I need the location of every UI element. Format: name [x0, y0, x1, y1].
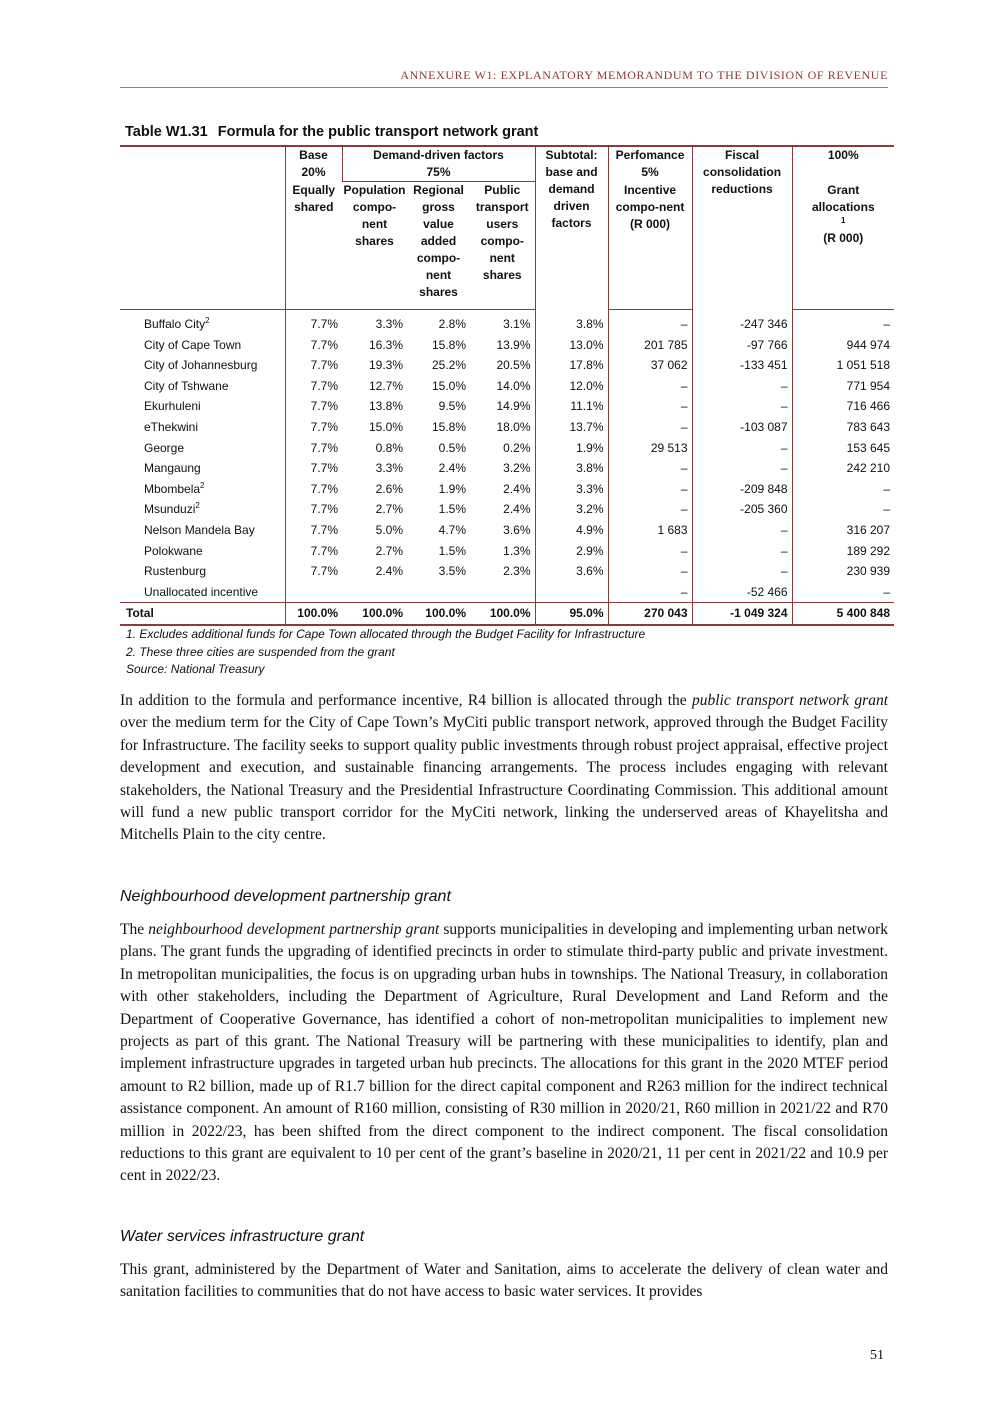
cell-grant: 771 954: [792, 376, 894, 397]
cell-inc: –: [608, 310, 692, 335]
footnote-marker: 2: [195, 501, 200, 511]
para2-text-a: The: [120, 921, 149, 938]
header-line: nent: [425, 268, 452, 282]
total-row: [120, 603, 894, 625]
population-header: [342, 182, 407, 310]
table-row: [120, 376, 894, 397]
cell-reg: 15.0%: [431, 378, 466, 393]
para1-text-b: over the medium term for the City of Cape Town’s MyCiti public transport network, approved through the Budget Facility for Infrastructure. The facility seeks to support quality public investments through robust project appraisal, effective project development and execution, and sustainable financing arrangements. The process includes engaging with relevant stakeholders, the National Treasury and the Presidential Infrastructure Coordinating Commission. This additional amount will fund a new public transport corridor for the MyCiti network, linking the underserved areas of Khayelitsha and Mitchells Plain to the city centre.: [120, 714, 888, 844]
cell-pop: 16.3%: [368, 337, 403, 352]
header-line: added: [420, 234, 457, 248]
header-line: nent shares: [355, 217, 394, 248]
municipality-name: eThekwini: [144, 419, 199, 434]
cell-sub: 12.0%: [535, 376, 608, 397]
cell-inc: –: [608, 417, 692, 438]
header-line: Population: [343, 183, 406, 197]
header-line: Grant: [827, 182, 860, 197]
cell-fis: -205 360: [692, 499, 792, 520]
header-rule: [120, 87, 888, 88]
header-line: compo-: [352, 200, 397, 214]
cell-fis: -103 087: [692, 417, 792, 438]
cell-reg: 3.5%: [438, 564, 466, 579]
cell-eq: 7.7%: [285, 438, 342, 459]
cell-pop: 3.3%: [375, 461, 403, 476]
base-header: [285, 146, 342, 182]
cell-grant: 153 645: [792, 438, 894, 459]
cell-inc: 270 043: [608, 603, 692, 625]
municipality-name: Mangaung: [144, 461, 201, 476]
cell-eq: 7.7%: [285, 541, 342, 562]
incentive-header: [608, 182, 692, 310]
municipality-name: Rustenburg: [144, 564, 207, 579]
paragraph-ndpg: [120, 919, 888, 1188]
cell-sub: 13.0%: [535, 335, 608, 356]
blank-header: [120, 146, 285, 182]
cell-pub: 2.4%: [503, 481, 531, 496]
cell-pop: 2.7%: [375, 502, 403, 517]
municipality-name: City of Cape Town: [144, 337, 242, 352]
table-row: [120, 561, 894, 582]
municipality-name: Msunduzi$^2$: [144, 501, 200, 517]
page-number: 51: [870, 1348, 884, 1363]
cell-inc: 37 062: [608, 355, 692, 376]
table-row: [120, 520, 894, 541]
cell-fis: –: [692, 458, 792, 479]
cell-grant: 189 292: [792, 541, 894, 562]
header-line: shared: [294, 199, 334, 214]
table-notes: [126, 626, 645, 679]
cell-sub: 1.9%: [535, 438, 608, 459]
cell-reg: 15.8%: [431, 419, 466, 434]
paragraph-ptng: [120, 690, 888, 847]
cell-reg: 1.5%: [438, 543, 466, 558]
table-row: [120, 396, 894, 417]
cell-pub: 0.2%: [503, 440, 531, 455]
header-line: demand: [548, 182, 595, 196]
municipality-name: Nelson Mandela Bay: [144, 522, 255, 537]
footnote-marker: 2: [200, 480, 205, 490]
cell-pop: [342, 582, 407, 603]
municipality-name: City of Tshwane: [144, 378, 229, 393]
cell-fis: -209 848: [692, 479, 792, 500]
municipality-name: Polokwane: [144, 543, 203, 558]
header-line: consolidation: [703, 165, 782, 179]
header-line: Demand-driven factors: [373, 148, 504, 162]
cell-eq: 7.7%: [285, 335, 342, 356]
municipality-name: Total: [120, 603, 285, 625]
cell-eq: 7.7%: [285, 376, 342, 397]
note-2: 2. These three cities are suspended from the grant: [126, 644, 395, 659]
header-line: shares: [419, 285, 458, 299]
grant-table: [120, 145, 894, 626]
table-row: [120, 438, 894, 459]
grant-table-wrapper: [120, 145, 894, 626]
cell-sub: 3.6%: [535, 561, 608, 582]
header-line: compo-nent: [615, 199, 685, 214]
header-line: Fiscal: [725, 148, 760, 162]
cell-grant: –: [792, 582, 894, 603]
cell-pop: 5.0%: [375, 522, 403, 537]
footnote-marker: 2: [205, 316, 210, 325]
header-line: (R 000): [823, 230, 864, 245]
cell-sub: 95.0%: [535, 603, 608, 625]
header-line: driven: [553, 199, 590, 213]
cell-inc: 201 785: [608, 335, 692, 356]
header-line: Incentive: [624, 182, 677, 197]
cell-sub: 11.1%: [535, 396, 608, 417]
cell-eq: 7.7%: [285, 310, 342, 335]
para2-emphasis: neighbourhood development partnership grant: [148, 921, 440, 938]
cell-reg: 0.5%: [438, 440, 466, 455]
blank-header-2: [120, 182, 285, 310]
table-row: [120, 582, 894, 603]
cell-fis: –: [692, 561, 792, 582]
cell-pop: 100.0%: [342, 603, 407, 625]
municipality-name: Unallocated incentive: [144, 584, 259, 599]
header-line: 75%: [426, 165, 451, 179]
cell-pub: 14.0%: [496, 378, 531, 393]
cell-inc: –: [608, 376, 692, 397]
cell-reg: 4.7%: [438, 522, 466, 537]
header-line: Base: [299, 148, 328, 162]
running-header: ANNEXURE W1: EXPLANATORY MEMORANDUM TO THE DIVISION OF REVENUE: [400, 68, 888, 82]
cell-pop: 2.6%: [375, 481, 403, 496]
cell-eq: 7.7%: [285, 458, 342, 479]
cell-grant: 783 643: [792, 417, 894, 438]
hundred-header: 100%: [792, 146, 894, 182]
header-line: Public: [484, 183, 521, 197]
cell-inc: 1 683: [608, 520, 692, 541]
note-1: 1. Excludes additional funds for Cape Town allocated through the Budget Facility for Infrastructure: [126, 627, 646, 641]
table-row: [120, 417, 894, 438]
cell-inc: –: [608, 479, 692, 500]
cell-grant: 230 939: [792, 561, 894, 582]
table-row: [120, 541, 894, 562]
cell-inc: –: [608, 582, 692, 603]
header-line: 20%: [301, 165, 326, 179]
cell-eq: 7.7%: [285, 520, 342, 541]
cell-grant: –: [792, 499, 894, 520]
cell-eq: 100.0%: [285, 603, 342, 625]
table-row: [120, 499, 894, 520]
cell-pop: 13.8%: [368, 399, 403, 414]
cell-inc: –: [608, 396, 692, 417]
cell-pop: 2.4%: [375, 564, 403, 579]
cell-sub: 3.8%: [535, 310, 608, 335]
header-line: Subtotal:: [545, 148, 598, 162]
table-title: [125, 124, 538, 140]
cell-pop: 3.3%: [375, 317, 403, 331]
header-line: gross: [422, 200, 455, 214]
cell-pub: [470, 582, 535, 603]
cell-grant: 716 466: [792, 396, 894, 417]
header-line: factors: [551, 216, 592, 230]
cell-sub: [535, 582, 608, 603]
fiscal-header: [692, 146, 792, 310]
grant-allocations-header: [792, 182, 894, 310]
header-line: Perfomance: [615, 148, 685, 162]
municipality-name: Mbombela$^2$: [144, 480, 205, 496]
cell-fis: -133 451: [692, 355, 792, 376]
table-title-text: Formula for the public transport network grant: [217, 124, 539, 140]
cell-reg: 100.0%: [407, 603, 470, 625]
table-row: [120, 310, 894, 335]
cell-fis: –: [692, 396, 792, 417]
header-line: compo-: [480, 234, 524, 248]
cell-fis: -97 766: [692, 335, 792, 356]
header-line: transport: [475, 200, 529, 214]
subtotal-header: [535, 146, 608, 310]
header-line: shares: [482, 268, 522, 282]
header-line: compo-: [416, 251, 461, 265]
heading-wsig: Water services infrastructure grant: [120, 1228, 365, 1245]
note-source: Source: National Treasury: [126, 662, 265, 676]
cell-fis: –: [692, 438, 792, 459]
municipality-name: Ekurhuleni: [144, 399, 201, 414]
header-line: base and: [545, 165, 598, 179]
cell-fis: -247 346: [692, 310, 792, 335]
cell-grant: 316 207: [792, 520, 894, 541]
public-transport-users-header: [470, 182, 535, 310]
header-line: (R 000): [630, 216, 671, 231]
paragraph-wsig: This grant, administered by the Department of Water and Sanitation, aims to accelerate the delivery of clean water and sanitation facilities to communities that do not have access to basic water services. It provides: [120, 1261, 888, 1301]
cell-fis: –: [692, 541, 792, 562]
cell-sub: 17.8%: [535, 355, 608, 376]
cell-grant: –: [792, 479, 894, 500]
cell-pub: 100.0%: [470, 603, 535, 625]
cell-pub: 18.0%: [496, 419, 531, 434]
header-line: allocations: [811, 199, 875, 214]
table-row: [120, 355, 894, 376]
cell-pub: 3.6%: [503, 522, 531, 537]
header-line: Equally: [292, 182, 336, 197]
performance-header: [608, 146, 692, 182]
cell-sub: 4.9%: [535, 520, 608, 541]
cell-fis: -1 049 324: [692, 603, 792, 625]
cell-reg: 9.5%: [438, 399, 466, 414]
cell-fis: –: [692, 376, 792, 397]
cell-grant: 5 400 848: [792, 603, 894, 625]
cell-pop: 0.8%: [375, 440, 403, 455]
cell-inc: –: [608, 561, 692, 582]
cell-eq: 7.7%: [285, 499, 342, 520]
para1-text-a: In addition to the formula and performance incentive, R4 billion is allocated through the: [120, 692, 692, 709]
cell-reg: 2.4%: [438, 461, 466, 476]
header-line: nent: [489, 251, 515, 265]
cell-pub: 14.9%: [496, 399, 531, 414]
cell-reg: 1.5%: [438, 502, 466, 517]
header-line: 1: [841, 215, 846, 225]
cell-grant: 944 974: [792, 335, 894, 356]
table-number: Table W1.31: [125, 124, 208, 140]
table-row: [120, 479, 894, 500]
cell-pub: 20.5%: [496, 358, 531, 373]
table-row: [120, 458, 894, 479]
cell-grant: 242 210: [792, 458, 894, 479]
cell-eq: 7.7%: [285, 479, 342, 500]
cell-inc: –: [608, 499, 692, 520]
cell-reg: 1.9%: [438, 481, 466, 496]
table-body: [120, 310, 894, 625]
header-line: users: [486, 217, 519, 231]
cell-pub: 2.4%: [503, 502, 531, 517]
cell-reg: 25.2%: [431, 358, 466, 373]
equally-shared-header: [285, 182, 342, 310]
municipality-name: City of Johannesburg: [144, 358, 258, 373]
cell-inc: –: [608, 458, 692, 479]
header-line: reductions: [711, 182, 773, 196]
cell-inc: 29 513: [608, 438, 692, 459]
cell-eq: 7.7%: [285, 396, 342, 417]
cell-pop: 15.0%: [368, 419, 403, 434]
cell-eq: 7.7%: [285, 355, 342, 376]
cell-pub: 3.1%: [503, 317, 531, 331]
cell-inc: –: [608, 541, 692, 562]
cell-fis: –: [692, 520, 792, 541]
cell-pub: 13.9%: [496, 337, 531, 352]
heading-ndpg: Neighbourhood development partnership grant: [120, 888, 451, 905]
table-row: [120, 335, 894, 356]
cell-reg: 15.8%: [431, 337, 466, 352]
cell-reg: [407, 582, 470, 603]
cell-sub: 2.9%: [535, 541, 608, 562]
cell-sub: 3.8%: [535, 458, 608, 479]
cell-reg: 2.8%: [438, 317, 466, 331]
cell-sub: 13.7%: [535, 417, 608, 438]
municipality-name: George: [144, 440, 185, 455]
header-line: 5%: [641, 165, 659, 179]
cell-fis: -52 466: [692, 582, 792, 603]
municipality-name: Buffalo City$^2$: [144, 316, 210, 331]
cell-eq: 7.7%: [285, 561, 342, 582]
cell-pub: 1.3%: [503, 543, 531, 558]
demand-header: [342, 146, 535, 182]
cell-eq: [285, 582, 342, 603]
cell-pop: 2.7%: [375, 543, 403, 558]
cell-pop: 19.3%: [368, 358, 403, 373]
cell-pub: 2.3%: [503, 564, 531, 579]
para1-emphasis: public transport network grant: [691, 692, 888, 709]
cell-sub: 3.3%: [535, 479, 608, 500]
regional-gva-header: [407, 182, 470, 310]
cell-grant: 1 051 518: [792, 355, 894, 376]
header-line: value: [423, 217, 454, 231]
cell-pub: 3.2%: [503, 461, 531, 476]
cell-grant: –: [792, 310, 894, 335]
header-line: Regional: [413, 183, 464, 197]
para2-text-b: supports municipalities in developing and implementing urban network plans. The grant funds the upgrading of identified precincts in order to stimulate third-party public and private investment. In metropolitan municipalities, the focus is on upgrading urban hubs in townships. The National Treasury, in collaboration with other stakeholders, including the Department of Agriculture, Rural Development and Land Reform and the Department of Cooperative Governance, has identified a cohort of non-metropolitan municipalities to implement new projects as part of this grant. The National Treasury will be partnering with these municipalities to identify, plan and implement infrastructure upgrades in targeted urban hub precincts. The allocations for this grant in the 2020 MTEF period amount to R2 billion, made up of R1.7 billion for the direct capital component and R263 million for the indirect technical assistance component. An amount of R160 million, consisting of R30 million in 2020/21, R60 million in 2021/22 and R70 million in 2022/23, has been shifted from the direct component to the indirect component. The fiscal consolidation reductions to this grant are equivalent to 10 per cent of the grant’s baseline in 2020/21, 11 per cent in 2021/22 and 10.9 per cent in 2022/23.: [120, 921, 888, 1185]
cell-sub: 3.2%: [535, 499, 608, 520]
cell-eq: 7.7%: [285, 417, 342, 438]
cell-pop: 12.7%: [368, 378, 403, 393]
